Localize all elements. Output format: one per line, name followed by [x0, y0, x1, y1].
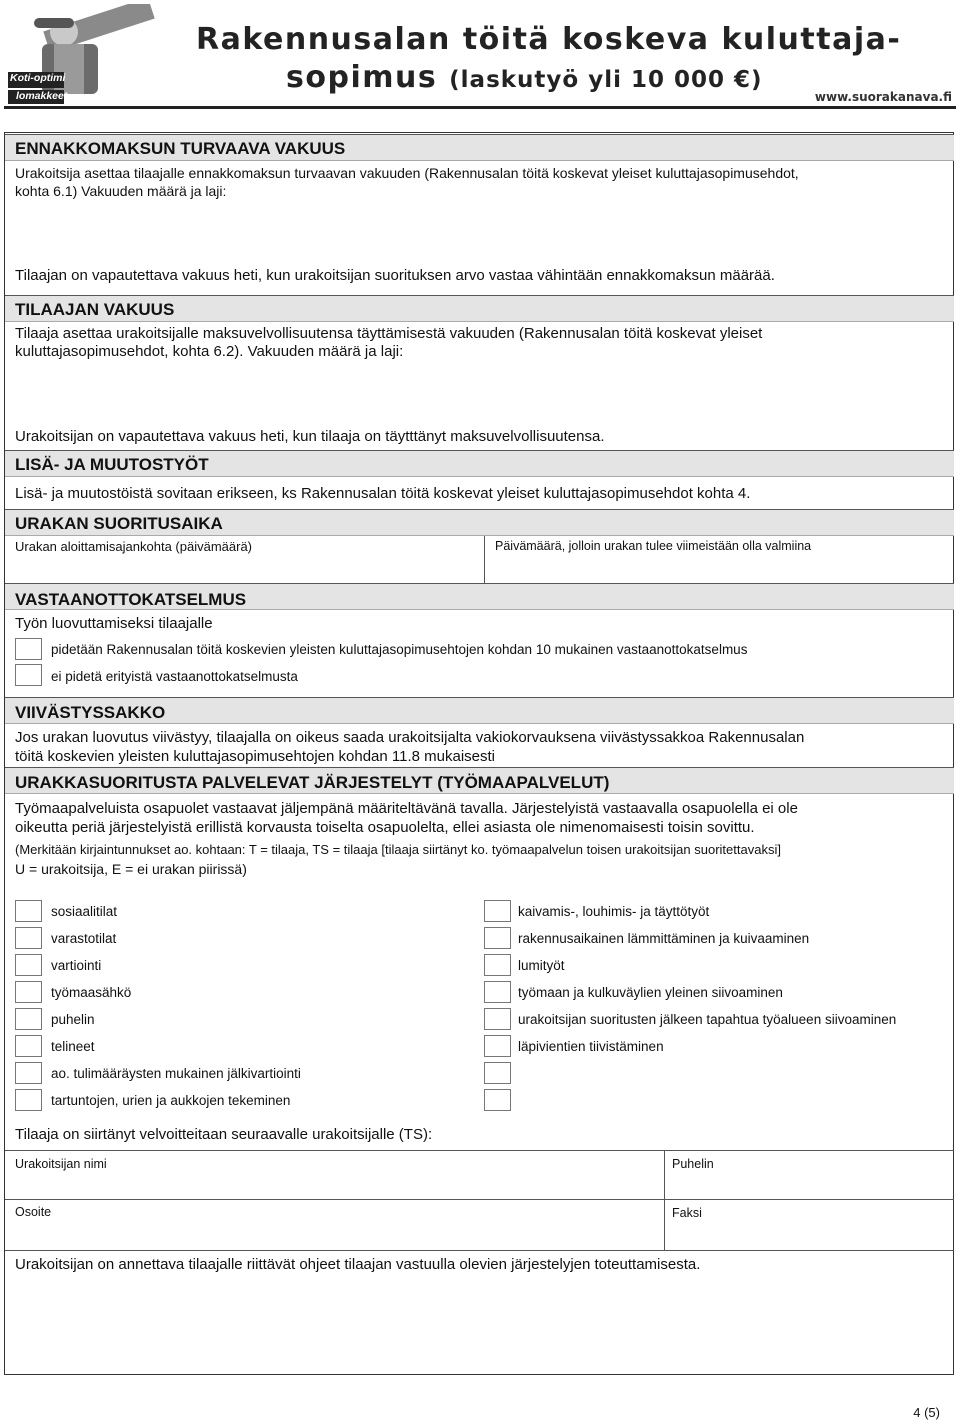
- checkbox-katselmus-yes[interactable]: [15, 638, 42, 660]
- label-service-right-3: työmaan ja kulkuväylien yleinen siivoaminen: [518, 985, 783, 1000]
- label-service-right-5: läpivientien tiivistäminen: [518, 1039, 664, 1054]
- checkbox-service-right-0[interactable]: [484, 900, 511, 922]
- checkbox-service-left-3[interactable]: [15, 981, 42, 1003]
- checkbox-service-right-2[interactable]: [484, 954, 511, 976]
- website-link[interactable]: www.suorakanava.fi: [814, 90, 952, 104]
- heading-vastaanotto: VASTAANOTTOKATSELMUS: [15, 590, 247, 609]
- phone-field[interactable]: [665, 1172, 953, 1198]
- heading-lisatyot: LISÄ- JA MUUTOSTYÖT: [15, 455, 209, 474]
- header-divider: [4, 106, 956, 109]
- start-date-field[interactable]: [5, 556, 484, 582]
- field-line: [5, 1150, 954, 1151]
- text-lisatyot: Lisä- ja muutostöistä sovitaan erikseen, ks Rakennusalan töitä koskevat yleiset kuluttajasopimusehdot kohta 4.: [15, 485, 751, 502]
- label-service-left-0: sosiaalitilat: [51, 904, 118, 919]
- label-service-left-7: tartuntojen, urien ja aukkojen tekeminen: [51, 1093, 291, 1108]
- text-tyomaapalvelut-1: Työmaapalveluista osapuolet vastaavat jäljempänä määriteltävänä tavalla. Järjestelyistä vastaavalla osapuolella ei ole: [15, 800, 798, 817]
- text-ennakkomaksu-2: kohta 6.1) Vakuuden määrä ja laji:: [15, 183, 227, 199]
- label-service-left-2: vartiointi: [51, 958, 102, 973]
- text-tyomaapalvelut-note-2: U = urakoitsija, E = ei urakan piirissä): [15, 861, 247, 877]
- text-tilaajan-vakuus-1: Tilaaja asettaa urakoitsijalle maksuvelvollisuutensa täyttämisestä vakuuden (Rakennusalan töitä koskevat yleiset: [15, 325, 763, 342]
- label-service-left-6: ao. tulimääräysten mukainen jälkivartiointi: [51, 1066, 301, 1081]
- text-tyomaapalvelut-2: oikeutta periä järjestelyistä erillistä korvausta toiselta osapuolelta, ellei asiasta ole nimenomaisesti toisin sovittu.: [15, 819, 755, 836]
- logo-text-2: lomakkeet: [16, 90, 68, 102]
- text-viivastyssakko-1: Jos urakan luovutus viivästyy, tilaajalla on oikeus saada urakoitsijalta vakiokorvauksena viivästyssakkoa Rakennusalan: [15, 729, 805, 746]
- label-service-right-4: urakoitsijan suoritusten jälkeen tapahtua työalueen siivoaminen: [518, 1012, 897, 1027]
- logo: [4, 4, 174, 106]
- contractor-name-field[interactable]: [5, 1172, 663, 1198]
- heading-tyomaapalvelut: URAKKASUORITUSTA PALVELEVAT JÄRJESTELYT (TYÖMAAPALVELUT): [15, 773, 610, 792]
- doc-title-main: sopimus: [286, 60, 438, 95]
- end-date-field[interactable]: [485, 556, 954, 582]
- checkbox-service-left-2[interactable]: [15, 954, 42, 976]
- text-footer: Urakoitsijan on annettava tilaajalle riittävät ohjeet tilaajan vastuulla olevien järjestelyjen toteuttamisesta.: [15, 1256, 701, 1273]
- text-tilaajan-vakuus-release: Urakoitsijan on vapautettava vakuus heti, kun tilaaja on täytttänyt maksuvelvollisuutensa.: [15, 428, 605, 445]
- label-fax: Faksi: [672, 1206, 702, 1220]
- text-ennakkomaksu-1: Urakoitsija asettaa tilaajalle ennakkomaksun turvaavan vakuuden (Rakennusalan töitä koskevat yleiset kuluttajasopimusehdot,: [15, 165, 799, 181]
- text-tilaajan-vakuus-2: kuluttajasopimusehdot, kohta 6.2). Vakuuden määrä ja laji:: [15, 343, 404, 360]
- checkbox-service-right-3[interactable]: [484, 981, 511, 1003]
- heading-viivastyssakko: VIIVÄSTYSSAKKO: [15, 703, 166, 722]
- heading-tilaajan-vakuus: TILAAJAN VAKUUS: [15, 300, 175, 319]
- checkbox-service-right-4[interactable]: [484, 1008, 511, 1030]
- checkbox-katselmus-no[interactable]: [15, 664, 42, 686]
- text-viivastyssakko-2: töitä koskevien yleisten kuluttajasopimusehtojen kohdan 11.8 mukaisesti: [15, 748, 495, 765]
- checkbox-service-left-5[interactable]: [15, 1035, 42, 1057]
- checkbox-service-left-1[interactable]: [15, 927, 42, 949]
- checkbox-service-left-6[interactable]: [15, 1062, 42, 1084]
- heading-ennakkomaksu: ENNAKKOMAKSUN TURVAAVA VAKUUS: [15, 139, 346, 158]
- checkbox-service-right-7[interactable]: [484, 1089, 511, 1111]
- text-transfer: Tilaaja on siirtänyt velvoitteitaan seuraavalle urakoitsijalle (TS):: [15, 1126, 433, 1143]
- logo-text-1: Koti-optimi: [10, 72, 66, 84]
- checkbox-service-left-7[interactable]: [15, 1089, 42, 1111]
- label-service-left-3: työmaasähkö: [51, 985, 132, 1000]
- field-line: [5, 1199, 954, 1200]
- checkbox-service-left-4[interactable]: [15, 1008, 42, 1030]
- label-service-right-2: lumityöt: [518, 958, 565, 973]
- label-phone: Puhelin: [672, 1157, 714, 1171]
- address-field[interactable]: [5, 1221, 663, 1249]
- page-number: 4 (5): [913, 1405, 940, 1420]
- checkbox-service-right-6[interactable]: [484, 1062, 511, 1084]
- checkbox-service-right-5[interactable]: [484, 1035, 511, 1057]
- label-address: Osoite: [15, 1205, 52, 1219]
- label-service-right-0: kaivamis-, louhimis- ja täyttötyöt: [518, 904, 710, 919]
- fax-field[interactable]: [665, 1221, 953, 1249]
- label-start-date: Urakan aloittamisajankohta (päivämäärä): [15, 539, 253, 554]
- doc-title-line1: Rakennusalan töitä koskeva kuluttaja-: [196, 22, 902, 57]
- checkbox-service-right-1[interactable]: [484, 927, 511, 949]
- label-katselmus-no: ei pidetä erityistä vastaanottokatselmusta: [51, 669, 298, 684]
- doc-title-line2: [286, 60, 763, 95]
- label-katselmus-yes: pidetään Rakennusalan töitä koskevien yleisten kuluttajasopimusehtojen kohdan 10 mukainen vastaanottokatselmus: [51, 642, 748, 657]
- label-end-date: Päivämäärä, jolloin urakan tulee viimeistään olla valmiina: [495, 539, 812, 553]
- label-service-left-4: puhelin: [51, 1012, 95, 1027]
- text-ennakkomaksu-release: Tilaajan on vapautettava vakuus heti, kun urakoitsijan suorituksen arvo vastaa vähintään ennakkomaksun määrää.: [15, 267, 775, 284]
- checkbox-service-left-0[interactable]: [15, 900, 42, 922]
- label-service-left-5: telineet: [51, 1039, 95, 1054]
- text-vastaanotto-sub: Työn luovuttamiseksi tilaajalle: [15, 615, 213, 632]
- text-tyomaapalvelut-note-1: (Merkitään kirjaintunnukset ao. kohtaan: T = tilaaja, TS = tilaaja [tilaaja siirtänyt ko. työmaapalvelun toisen urakoitsijan suoritettavaksi]: [15, 842, 781, 857]
- label-contractor-name: Urakoitsijan nimi: [15, 1157, 107, 1171]
- label-service-right-1: rakennusaikainen lämmittäminen ja kuivaaminen: [518, 931, 810, 946]
- field-line: [5, 1250, 954, 1251]
- doc-title-small: (laskutyö yli 10 000 €): [449, 67, 763, 93]
- heading-suoritusaika: URAKAN SUORITUSAIKA: [15, 514, 223, 533]
- label-service-left-1: varastotilat: [51, 931, 117, 946]
